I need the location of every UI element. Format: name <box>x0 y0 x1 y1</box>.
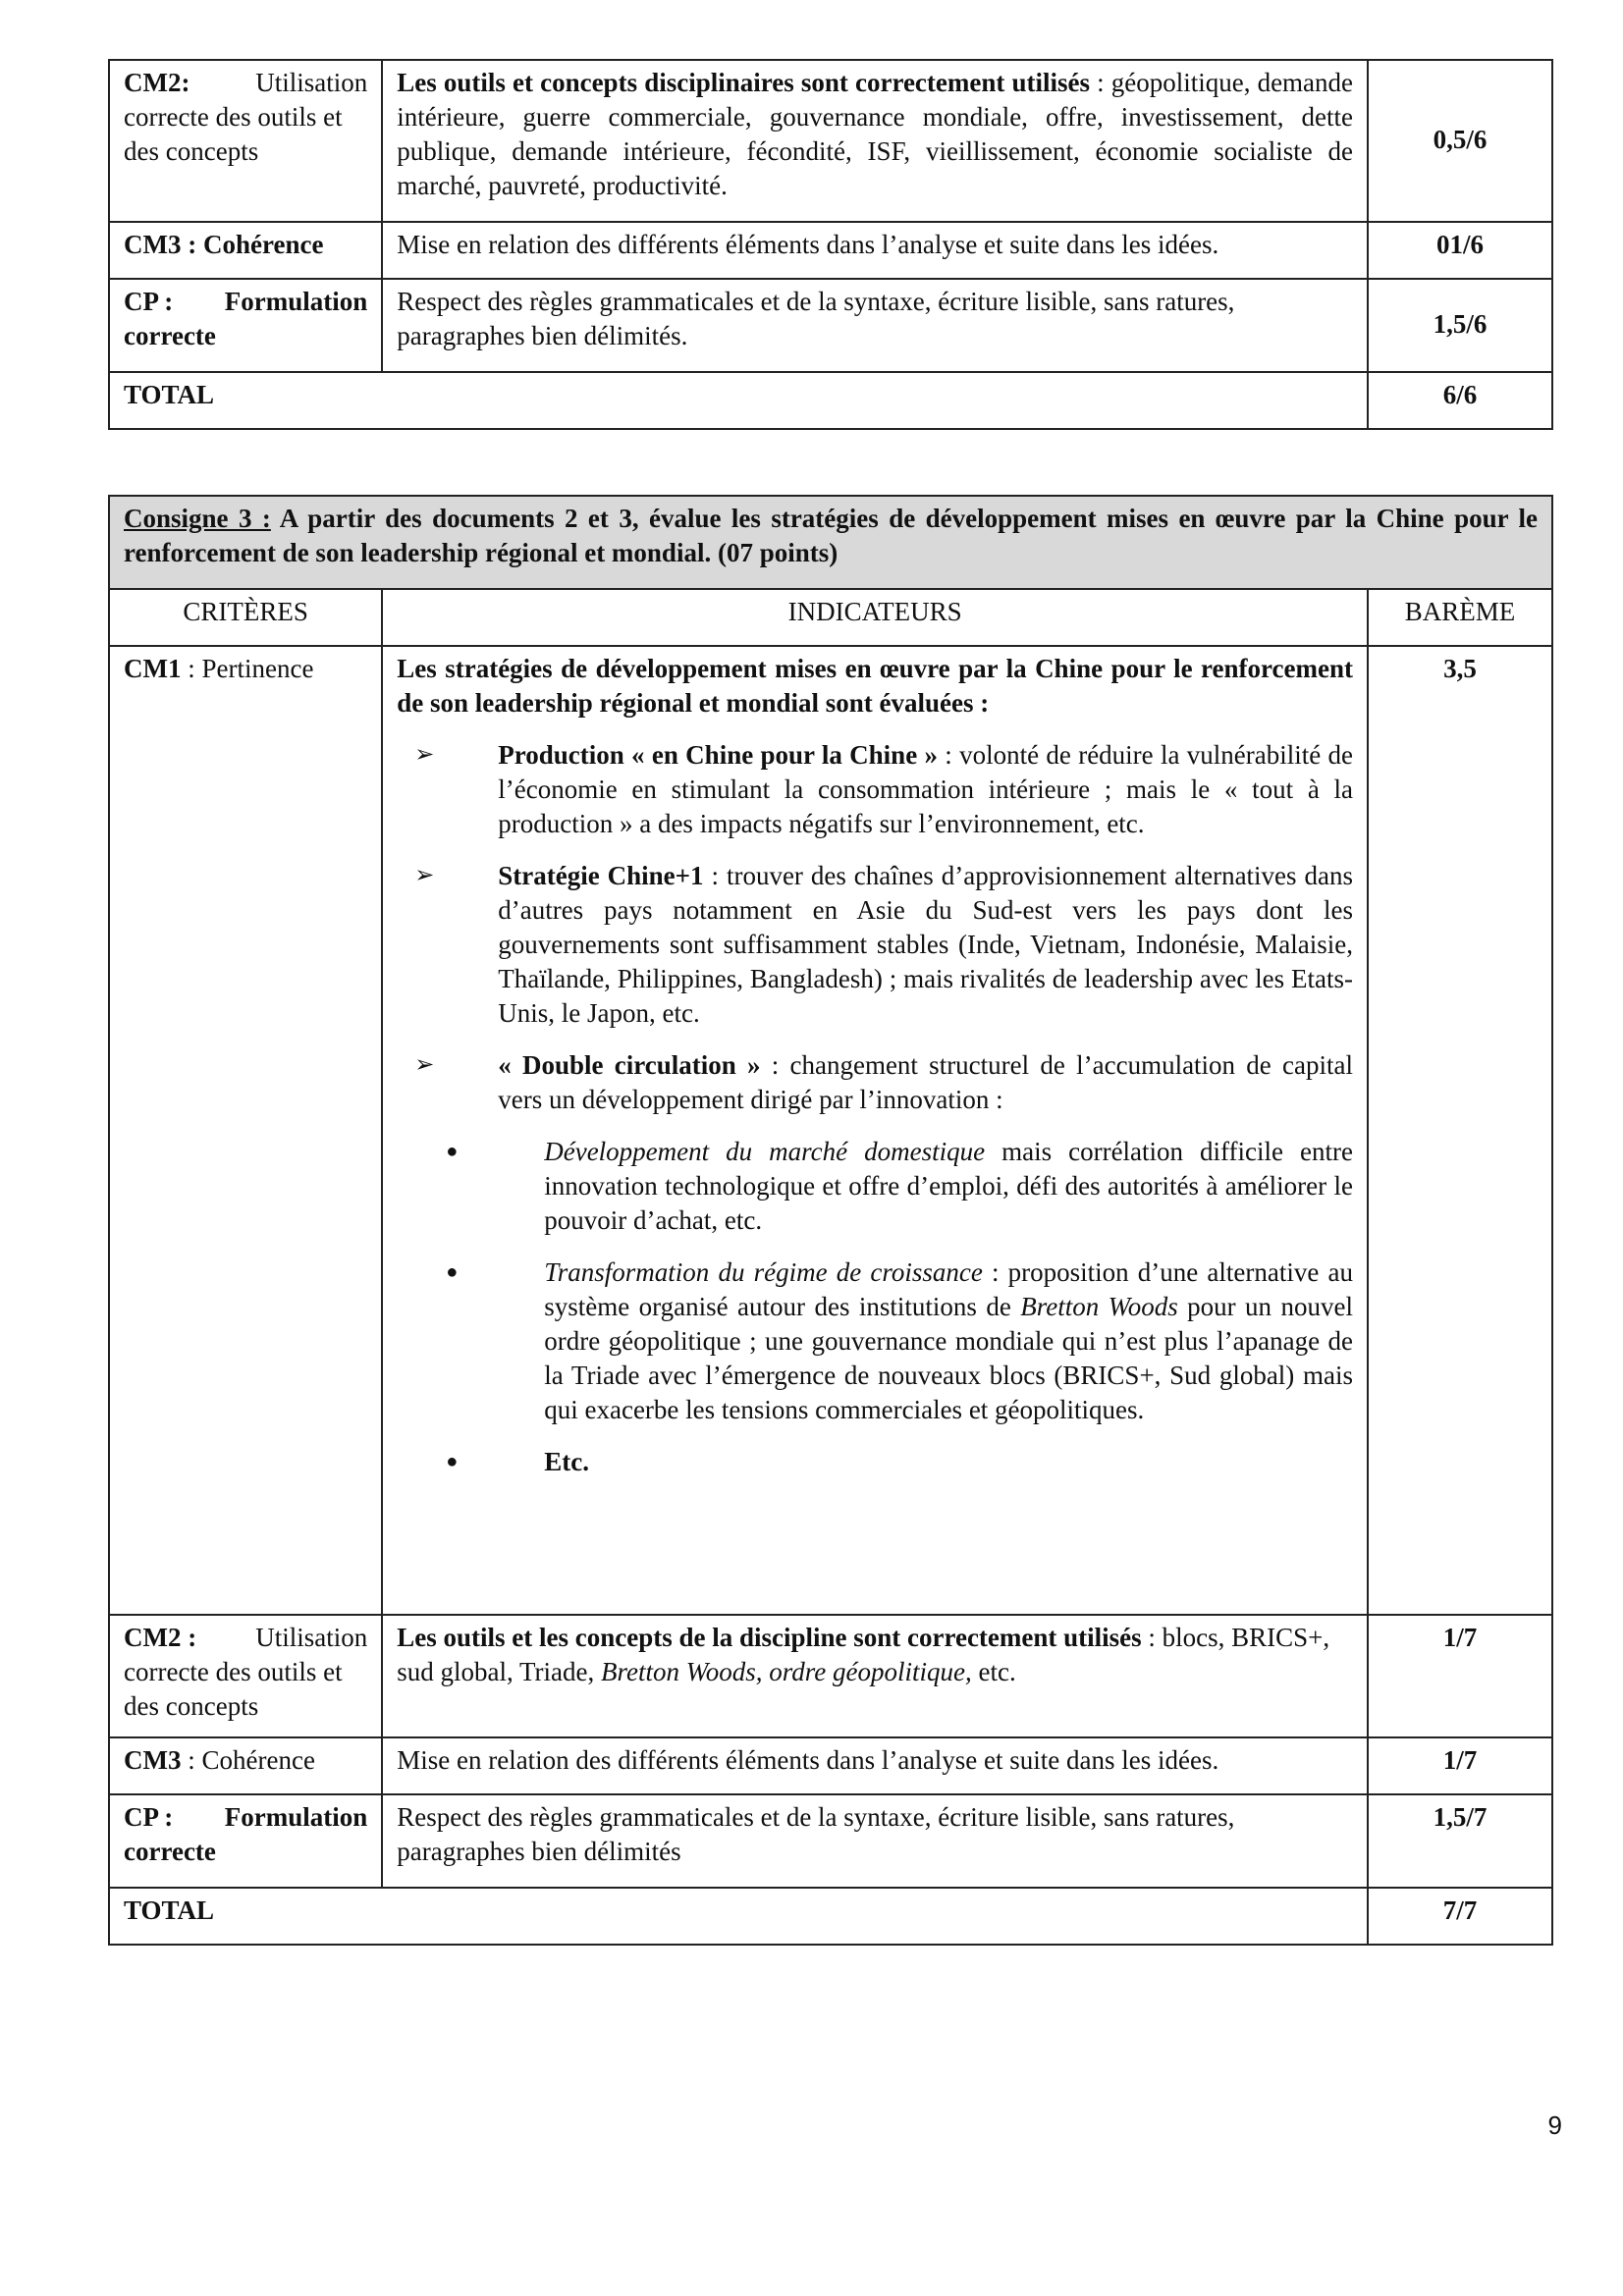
indicator-cell <box>382 60 1368 222</box>
criterion-code: CM2 : <box>124 1623 197 1652</box>
indicator-cell: Respect des règles grammaticales et de la syntaxe, écriture lisible, sans ratures, paragraphes bien délimités <box>382 1794 1368 1888</box>
indicator-lead: Les stratégies de développement mises en œuvre par la Chine pour le renforcement de son leadership régional et mondial sont évaluées : <box>397 654 1353 718</box>
total-score: 6/6 <box>1368 372 1552 429</box>
column-header-bareme: BARÈME <box>1368 589 1552 646</box>
dot-bullet-icon: ● <box>446 1141 459 1162</box>
consigne-label: Consigne 3 : <box>124 504 271 533</box>
sub-list-item <box>397 1445 1353 1479</box>
criterion-code: CP : <box>124 1802 174 1832</box>
score-cell: 1,5/7 <box>1368 1794 1552 1888</box>
score-cell: 3,5 <box>1368 646 1552 1615</box>
list-item <box>397 1048 1353 1117</box>
criterion-cell <box>109 60 382 222</box>
total-label: TOTAL <box>109 1888 1368 1945</box>
table-row <box>109 1615 1552 1737</box>
table-row <box>109 1888 1552 1945</box>
criterion-code: CP : <box>124 287 174 316</box>
list-item <box>397 738 1353 841</box>
page-number: 9 <box>1547 2110 1562 2140</box>
criterion-label: Formulation <box>224 1802 368 1832</box>
score-cell: 1/7 <box>1368 1615 1552 1737</box>
column-header-indicateurs: INDICATEURS <box>382 589 1368 646</box>
criterion-label-rest: correcte <box>124 1837 216 1866</box>
consigne-text: A partir des documents 2 et 3, évalue les stratégies de développement mises en œuvre par la Chine pour le renforcement de son leadership régional et mondial. (07 points) <box>124 504 1539 567</box>
indicator-cell: Respect des règles grammaticales et de la syntaxe, écriture lisible, sans ratures, paragraphes bien délimités. <box>382 279 1368 372</box>
item-text: : trouver des chaînes d’approvisionnement alternatives dans d’autres pays notamment en Asie du Sud-est vers les pays dont les gouvernements sont suffisamment stables (Inde, Vietnam, Indonésie, Malaisie, Thaïlande, Philippines, Bangladesh) ; mais rivalités de leadership avec les Etats-Unis, le Japon, etc. <box>498 861 1353 1028</box>
item-title: Stratégie Chine+1 <box>498 861 704 890</box>
indicator-text: : blocs, BRICS+, sud global, Triade, <box>397 1623 1330 1686</box>
criterion-label-rest: correcte des outils et des concepts <box>124 1657 343 1721</box>
criterion-label: Utilisation <box>255 68 368 97</box>
dot-bullet-icon: ● <box>446 1451 459 1472</box>
grading-table-consigne-3 <box>108 495 1553 1946</box>
score-cell: 1,5/6 <box>1368 279 1552 372</box>
criterion-cell <box>109 646 382 1615</box>
sub-item-text: : proposition d’une alternative au système organisé autour des institutions de <box>544 1257 1354 1321</box>
criterion-code: CM1 <box>124 654 182 683</box>
criterion-label: Utilisation <box>255 1623 368 1652</box>
sub-item-text-end: pour un nouvel ordre géopolitique ; une gouvernance mondiale qui n’est plus l’apanage de la Triade avec l’émergence de nouveaux blocs (BRICS+, Sud global) mais qui exacerbe les tensions commerciales et géopolitiques. <box>544 1292 1353 1424</box>
table-row <box>109 222 1552 279</box>
sub-item-title: Développement du marché domestique <box>544 1137 986 1166</box>
criterion-cell <box>109 1794 382 1888</box>
arrow-bullet-icon: ➢ <box>414 742 435 768</box>
indicator-cell <box>382 1615 1368 1737</box>
table-row <box>109 1794 1552 1888</box>
criterion-cell <box>109 279 382 372</box>
item-title: « Double circulation » <box>498 1050 761 1080</box>
table-row <box>109 279 1552 372</box>
sub-item-title: Etc. <box>544 1447 589 1476</box>
sub-list-item <box>397 1135 1353 1238</box>
criterion-cell: CM3 : Cohérence <box>109 222 382 279</box>
indicator-cell: Mise en relation des différents éléments dans l’analyse et suite dans les idées. <box>382 222 1368 279</box>
column-header-row <box>109 589 1552 646</box>
indicator-lead: Les outils et concepts disciplinaires sont correctement utilisés <box>397 68 1090 97</box>
arrow-bullet-icon: ➢ <box>414 863 435 888</box>
score-cell: 01/6 <box>1368 222 1552 279</box>
arrow-bullet-icon: ➢ <box>414 1052 435 1078</box>
indicator-cell <box>382 646 1368 1615</box>
sub-item-title: Transformation du régime de croissance <box>544 1257 983 1287</box>
list-item <box>397 859 1353 1031</box>
total-score: 7/7 <box>1368 1888 1552 1945</box>
criterion-code: CM3 <box>124 1745 182 1775</box>
indicator-text-end: etc. <box>971 1657 1016 1686</box>
table-row <box>109 1737 1552 1794</box>
item-title: Production « en Chine pour la Chine » <box>498 740 938 770</box>
consigne-header-row <box>109 496 1552 589</box>
criterion-cell <box>109 1737 382 1794</box>
total-label: TOTAL <box>109 372 1368 429</box>
score-cell: 0,5/6 <box>1368 60 1552 222</box>
criterion-label: : Pertinence <box>181 654 314 683</box>
column-header-criteres: CRITÈRES <box>109 589 382 646</box>
sub-list-item <box>397 1255 1353 1427</box>
table-row <box>109 60 1552 222</box>
table-row <box>109 372 1552 429</box>
criterion-label-rest: correcte des outils et des concepts <box>124 102 343 166</box>
criterion-label: : Cohérence <box>181 1745 315 1775</box>
sub-item-text: mais corrélation difficile entre innovation technologique et offre d’emploi, défi des autorités à améliorer le pouvoir d’achat, etc. <box>544 1137 1353 1235</box>
criterion-cell <box>109 1615 382 1737</box>
indicator-italic: Bretton Woods, ordre géopolitique, <box>601 1657 972 1686</box>
score-cell: 1/7 <box>1368 1737 1552 1794</box>
grading-table-consigne-2 <box>108 59 1553 430</box>
indicator-text: : géopolitique, demande intérieure, guerre commerciale, gouvernance mondiale, offre, investissement, dette publique, demande intérieure, fécondité, ISF, vieillissement, économie socialiste de marché, pauvreté, productivité. <box>397 68 1354 200</box>
sub-item-italic: Bretton Woods <box>1020 1292 1178 1321</box>
indicator-cell: Mise en relation des différents éléments dans l’analyse et suite dans les idées. <box>382 1737 1368 1794</box>
table-row <box>109 646 1552 1615</box>
criterion-code: CM2: <box>124 68 190 97</box>
consigne-cell <box>109 496 1552 589</box>
criterion-label: Formulation <box>224 287 368 316</box>
dot-bullet-icon: ● <box>446 1261 459 1283</box>
indicator-lead: Les outils et les concepts de la discipline sont correctement utilisés <box>397 1623 1142 1652</box>
item-text: : changement structurel de l’accumulation de capital vers un développement dirigé par l’innovation : <box>498 1050 1353 1114</box>
criterion-label-rest: correcte <box>124 321 216 350</box>
item-text: : volonté de réduire la vulnérabilité de l’économie en stimulant la consommation intérieure ; mais le « tout à la production » a des impacts négatifs sur l’environnement, etc. <box>498 740 1353 838</box>
